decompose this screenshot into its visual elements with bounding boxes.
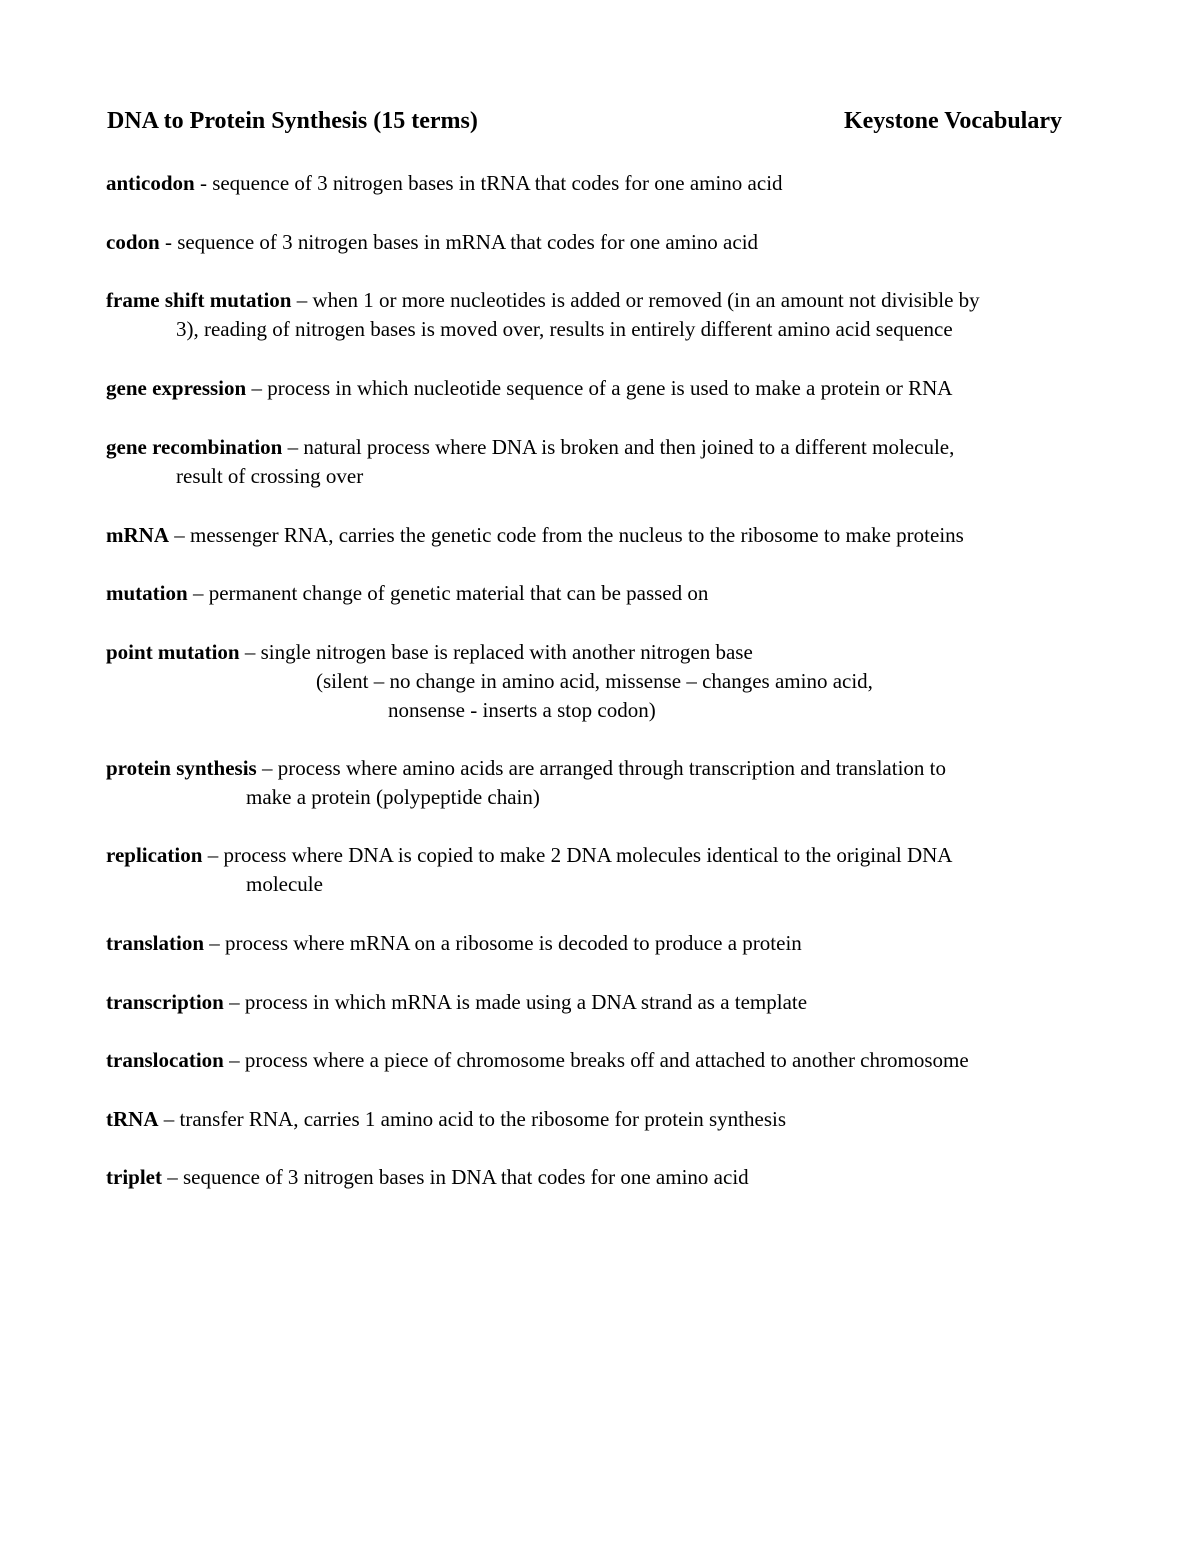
page-subtitle: Keystone Vocabulary [843, 108, 1062, 134]
term-separator: – [169, 523, 190, 547]
term-word: protein synthesis [106, 756, 257, 780]
term-codon [106, 228, 758, 257]
term-definition-continued: molecule [246, 872, 323, 896]
term-frame-shift-mutation [106, 286, 980, 344]
term-mutation [106, 579, 708, 608]
term-word: triplet [106, 1165, 162, 1189]
term-word: mRNA [106, 523, 169, 547]
term-word: replication [106, 843, 203, 867]
term-gene-recombination [106, 433, 954, 491]
term-separator: – [158, 1107, 180, 1131]
term-definition: transfer RNA, carries 1 amino acid to the ribosome for protein synthesis [179, 1107, 787, 1131]
term-point-mutation [106, 638, 873, 725]
term-definition: when 1 or more nucleotides is added or removed (in an amount not divisible by [312, 288, 980, 312]
term-definition: single nitrogen base is replaced with another nitrogen base [260, 640, 753, 664]
term-definition-continued: result of crossing over [176, 464, 364, 488]
page-title: DNA to Protein Synthesis (15 terms) [107, 108, 478, 134]
term-trna [106, 1105, 786, 1134]
term-separator: – [282, 435, 304, 459]
term-definition-continued: (silent – no change in amino acid, missense – changes amino acid, [316, 669, 873, 693]
term-separator: - [159, 230, 178, 254]
term-definition: process where amino acids are arranged through transcription and translation to [277, 756, 947, 780]
term-word: transcription [106, 990, 224, 1014]
term-separator: – [239, 640, 261, 664]
term-separator: – [223, 990, 245, 1014]
term-translocation [106, 1046, 969, 1075]
term-separator: – [187, 581, 209, 605]
term-definition: process in which mRNA is made using a DNA strand as a template [244, 990, 808, 1014]
term-gene-expression [106, 374, 952, 403]
term-word: anticodon [106, 171, 195, 195]
term-word: tRNA [106, 1107, 159, 1131]
term-definition-continued: nonsense - inserts a stop codon) [388, 698, 656, 722]
term-separator: – [202, 843, 224, 867]
term-definition-continued: make a protein (polypeptide chain) [246, 785, 540, 809]
term-mrna [106, 521, 964, 550]
term-word: codon [106, 230, 160, 254]
term-protein-synthesis [106, 754, 946, 812]
term-definition: natural process where DNA is broken and then joined to a different molecule, [303, 435, 955, 459]
term-definition: process where DNA is copied to make 2 DNA molecules identical to the original DNA [223, 843, 953, 867]
term-word: frame shift mutation [106, 288, 292, 312]
term-transcription [106, 988, 807, 1017]
term-definition: messenger RNA, carries the genetic code from the nucleus to the ribosome to make proteins [190, 523, 964, 547]
term-triplet [106, 1163, 749, 1192]
term-separator: – [246, 376, 268, 400]
term-definition: sequence of 3 nitrogen bases in tRNA that codes for one amino acid [212, 171, 783, 195]
term-definition: sequence of 3 nitrogen bases in mRNA that codes for one amino acid [177, 230, 759, 254]
term-word: translation [106, 931, 205, 955]
term-definition: sequence of 3 nitrogen bases in DNA that codes for one amino acid [182, 1165, 749, 1189]
term-word: point mutation [106, 640, 240, 664]
term-word: gene expression [106, 376, 247, 400]
term-separator: – [161, 1165, 183, 1189]
term-word: gene recombination [106, 435, 283, 459]
term-definition: process where a piece of chromosome breaks off and attached to another chromosome [244, 1048, 969, 1072]
term-definition: permanent change of genetic material that can be passed on [208, 581, 709, 605]
term-replication [106, 841, 952, 899]
term-definition: process where mRNA on a ribosome is decoded to produce a protein [225, 931, 802, 955]
document-header [107, 108, 1062, 142]
term-separator: – [204, 931, 226, 955]
term-separator: – [291, 288, 313, 312]
term-translation [106, 929, 802, 958]
term-separator: – [256, 756, 278, 780]
term-definition-continued: 3), reading of nitrogen bases is moved over, results in entirely different amino acid sequence [176, 317, 953, 341]
term-definition: process in which nucleotide sequence of a gene is used to make a protein or RNA [267, 376, 953, 400]
term-word: translocation [106, 1048, 224, 1072]
term-word: mutation [106, 581, 188, 605]
term-separator: - [194, 171, 213, 195]
term-separator: – [223, 1048, 245, 1072]
term-anticodon [106, 169, 783, 198]
